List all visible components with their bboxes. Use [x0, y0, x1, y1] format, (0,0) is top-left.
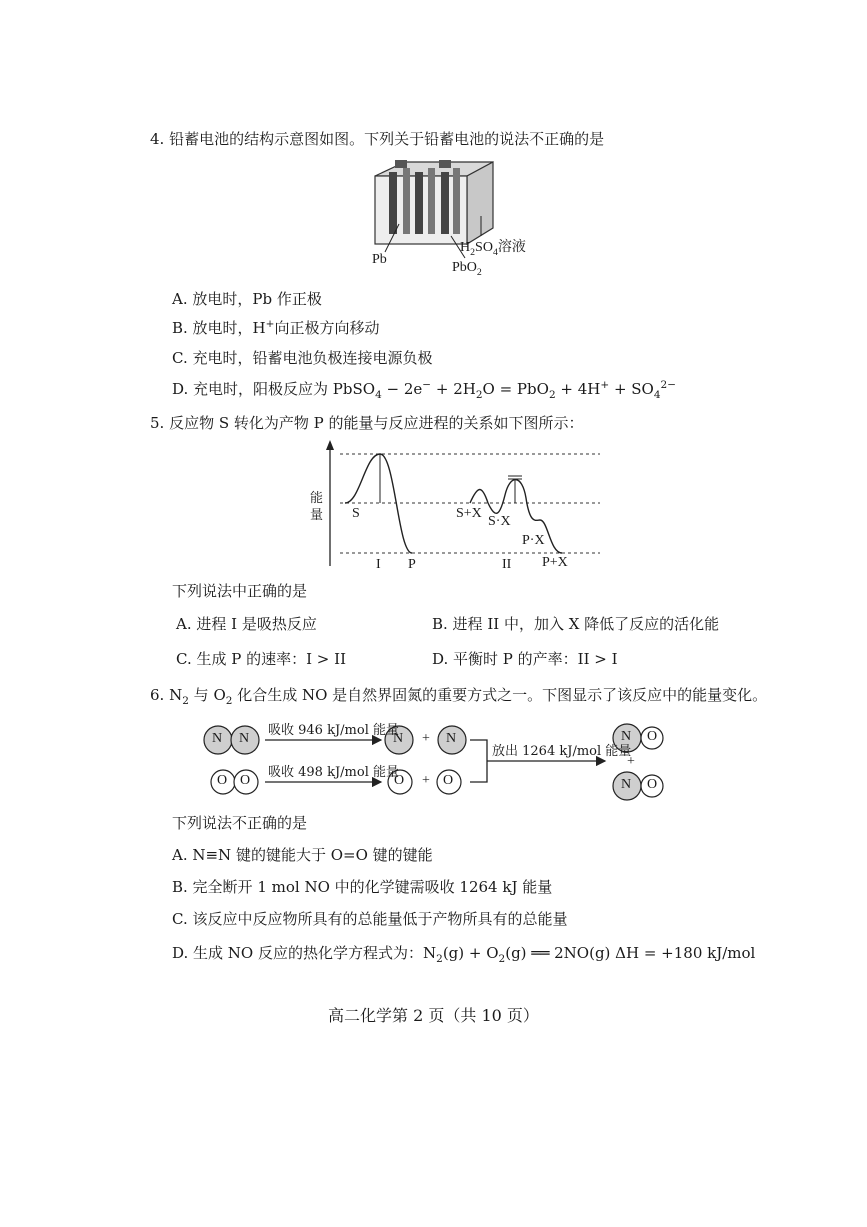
q6-prompt: 下列说法不正确的是 — [172, 814, 308, 832]
label-s: S — [352, 506, 360, 521]
q4-option-d: D. 充电时，阳极反应为 PbSO$_4$ − $2e^- + 2H_2O = PbO_2 + 4H^+ + SO_4^{2-}$ — [172, 379, 677, 401]
atom-n: N — [621, 729, 632, 744]
label-pb: Pb — [372, 252, 387, 267]
q5-option-a: A. 进程 I 是吸热反应 — [176, 615, 317, 633]
q5-option-c: C. 生成 P 的速率：I > II — [176, 650, 346, 668]
q6-option-b: B. 完全断开 1 mol NO 中的化学键需吸收 1264 kJ 能量 — [172, 878, 553, 896]
q5-stem: 5. 反应物 S 转化为产物 P 的能量与反应进程的关系如下图所示： — [150, 414, 584, 432]
absorb-o2-label: 吸收 498 kJ/mol 能量 — [268, 765, 399, 780]
atom-o: O — [240, 773, 251, 788]
atom-o: O — [647, 729, 658, 744]
atom-n: N — [621, 777, 632, 792]
label-p-plus-x: P+X — [542, 555, 568, 570]
q5-option-b: B. 进程 II 中，加入 X 降低了反应的活化能 — [432, 615, 720, 633]
atom-o: O — [647, 777, 658, 792]
label-p-dot-x: P·X — [522, 533, 545, 548]
atom-n: N — [212, 731, 223, 746]
release-label: 放出 1264 kJ/mol 能量 — [492, 744, 632, 759]
q6-option-a: A. N≡N 键的键能大于 O=O 键的键能 — [172, 846, 433, 864]
atom-o: O — [443, 773, 454, 788]
label-pbo2: PbO$_2$ — [452, 260, 482, 278]
absorb-n2-label: 吸收 946 kJ/mol 能量 — [268, 723, 399, 738]
label-p: P — [408, 557, 416, 572]
label-path-2: II — [502, 557, 512, 572]
q6-option-d: D. 生成 NO 反应的热化学方程式为：$N_2(g) + O_2(g)$ ══ 2NO(g) ΔH = +180 kJ/mol — [172, 944, 756, 965]
label-path-1: I — [376, 557, 381, 572]
atom-n: N — [239, 731, 250, 746]
y-axis-label: 能 量 — [310, 491, 324, 523]
q5-prompt: 下列说法中正确的是 — [172, 582, 308, 600]
atom-o: O — [394, 773, 405, 788]
q6-option-c: C. 该反应中反应物所具有的总能量低于产物所具有的总能量 — [172, 910, 568, 928]
q4-option-a: A. 放电时，Pb 作正极 — [172, 290, 322, 308]
q6-stem: 6. $N_2$ 与 $O_2$ 化合生成 NO 是自然界固氮的重要方式之一。下图显示了该反应中的能量变化。 — [150, 686, 768, 707]
q5-option-d: D. 平衡时 P 的产率：II > I — [432, 650, 618, 668]
atom-o: O — [217, 773, 228, 788]
q4-stem: 4. 铅蓄电池的结构示意图如图。下列关于铅蓄电池的说法不正确的是 — [150, 130, 605, 148]
label-h2so4: $H_2SO_4$溶液 — [460, 240, 526, 258]
page-footer: 高二化学第 2 页（共 10 页） — [328, 1006, 539, 1025]
plus-sign: + — [422, 773, 430, 788]
label-s-dot-x: S·X — [488, 514, 511, 529]
plus-sign: + — [627, 754, 635, 769]
plus-sign: + — [422, 731, 430, 746]
q4-option-c: C. 充电时，铅蓄电池负极连接电源负极 — [172, 349, 433, 367]
atom-n: N — [393, 731, 404, 746]
q4-option-b: B. 放电时，H+向正极方向移动 — [172, 318, 380, 337]
atom-n: N — [446, 731, 457, 746]
label-s-plus-x: S+X — [456, 506, 482, 521]
